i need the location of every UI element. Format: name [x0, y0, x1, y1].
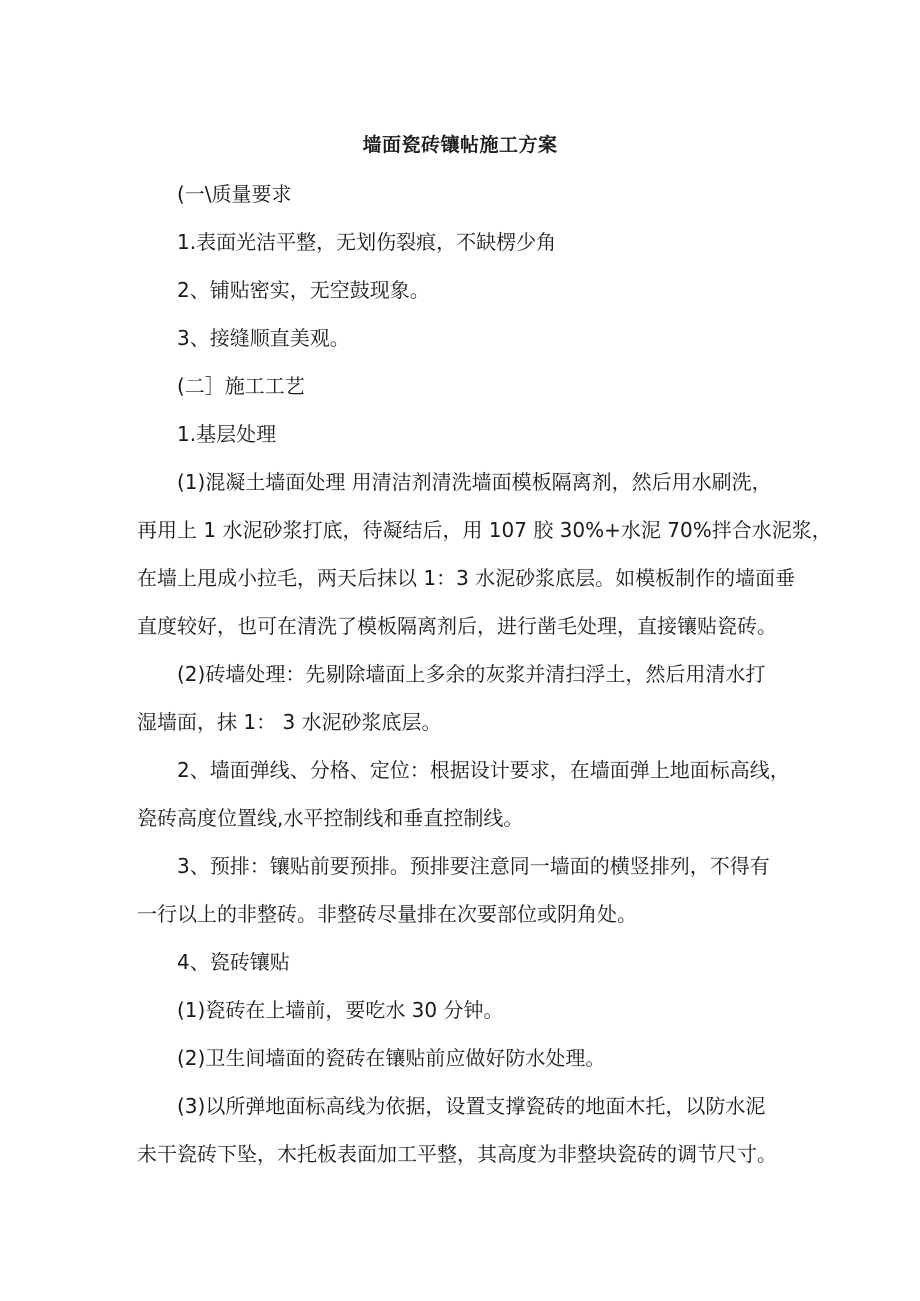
- paragraph-tile-soak: [137, 986, 787, 1034]
- paragraph-wood-support: [137, 1082, 787, 1178]
- paragraph-concrete-wall: [137, 458, 832, 650]
- text-line: 2、铺贴密实，无空鼓现象。: [177, 278, 430, 302]
- text-line: 未干瓷砖下坠，木托板表面加工平整，其高度为非整块瓷砖的调节尺寸。: [137, 1142, 777, 1166]
- text-line: 再用上 1 水泥砂浆打底，待凝结后，用 107 胶 30%+水泥 70%拌合水泥浆，: [137, 518, 832, 542]
- paragraph-quality-3: [137, 314, 787, 362]
- text-line: (二］施工工艺: [177, 374, 305, 398]
- text-line: (2)砖墙处理：先剔除墙面上多余的灰浆并清扫浮土，然后用清水打: [177, 662, 766, 686]
- text-line: 在墙上甩成小拉毛，两天后抹以 1：3 水泥砂浆底层。如模板制作的墙面垂: [137, 566, 796, 590]
- text-line: (2)卫生间墙面的瓷砖在镶贴前应做好防水处理。: [177, 1046, 606, 1070]
- heading-tile-laying: [137, 938, 787, 986]
- text-line: 一行以上的非整砖。非整砖尽量排在次要部位或阴角处。: [137, 902, 637, 926]
- paragraph-quality-2: [137, 266, 787, 314]
- text-line: (一\质量要求: [177, 182, 292, 206]
- heading-base-treatment: [137, 410, 787, 458]
- text-line: (1)混凝土墙面处理 用清洁剂清洗墙面模板隔离剂，然后用水刷洗，: [177, 470, 772, 494]
- text-line: (3)以所弹地面标高线为依据，设置支撑瓷砖的地面木托，以防水泥: [177, 1094, 766, 1118]
- document-title: 墙面瓷砖镶帖施工方案: [362, 134, 558, 156]
- paragraph-brick-wall: [137, 650, 787, 746]
- heading-quality-requirements: [137, 170, 787, 218]
- text-line: 3、预排：镶贴前要预排。预排要注意同一墙面的横竖排列，不得有: [177, 854, 770, 878]
- text-line: 2、墙面弹线、分格、定位：根据设计要求，在墙面弹上地面标高线，: [177, 758, 790, 782]
- heading-construction-process: [137, 362, 787, 410]
- paragraph-quality-1: [137, 218, 787, 266]
- text-line: 1.表面光洁平整，无划伤裂痕，不缺楞少角: [177, 230, 557, 254]
- paragraph-waterproofing: [137, 1034, 787, 1082]
- text-line: 湿墙面，抹 1： 3 水泥砂浆底层。: [137, 710, 442, 734]
- paragraph-wall-marking: [137, 746, 790, 842]
- text-line: 瓷砖高度位置线,水平控制线和垂直控制线。: [137, 806, 524, 830]
- paragraph-pre-layout: [137, 842, 787, 938]
- text-line: 4、瓷砖镶贴: [177, 950, 290, 974]
- text-line: 1.基层处理: [177, 422, 277, 446]
- text-line: 直度较好，也可在清洗了模板隔离剂后，进行凿毛处理，直接镶贴瓷砖。: [137, 614, 777, 638]
- text-line: 3、接缝顺直美观。: [177, 326, 350, 350]
- text-line: (1)瓷砖在上墙前，要吃水 30 分钟。: [177, 998, 504, 1022]
